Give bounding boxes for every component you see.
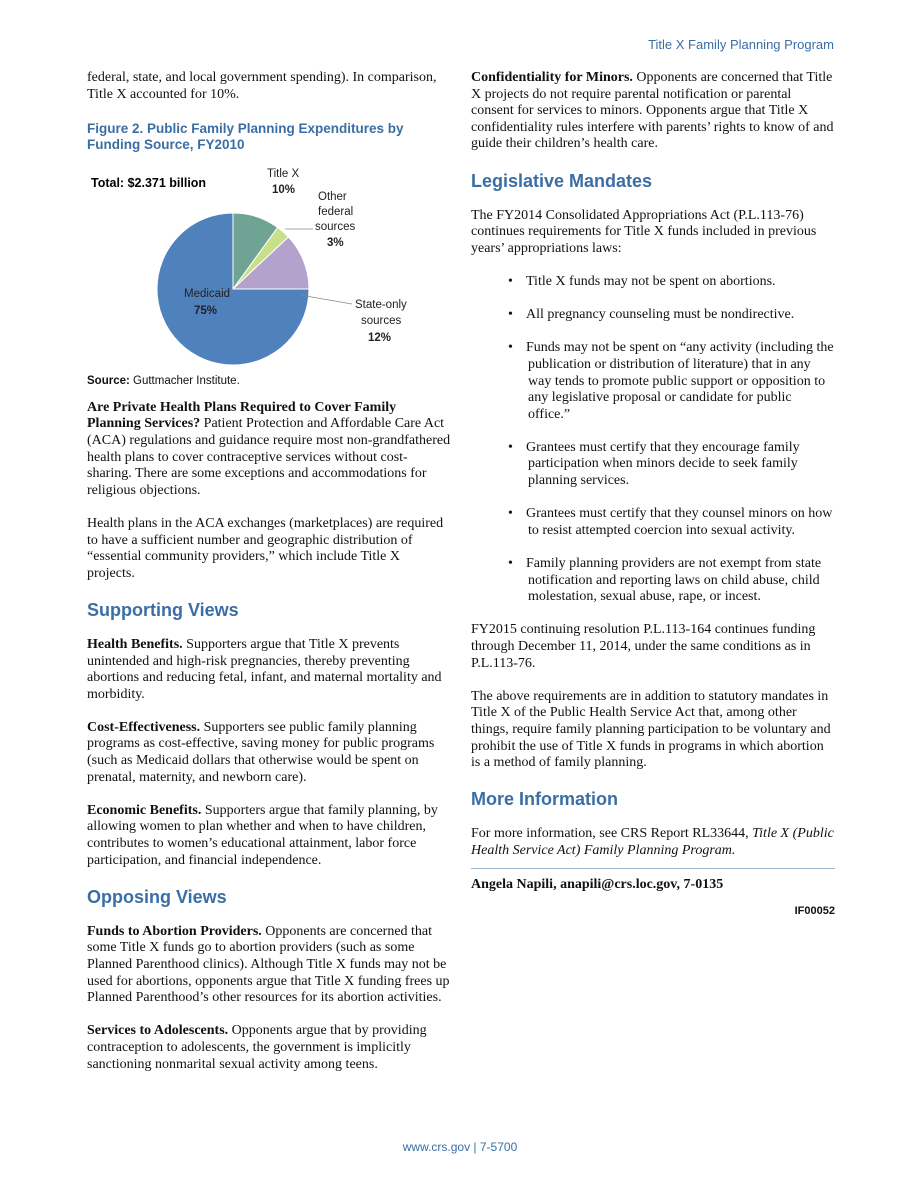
- statutory-paragraph: The above requirements are in addition to statutory mandates in Title X of the Public Health Service Act that, among other things, require family planning participation to be voluntary and prohibit the use of Title X funds in programs in which abortion is a method of family planning.: [471, 688, 831, 771]
- supporting-views-heading: Supporting Views: [87, 599, 239, 620]
- more-information-paragraph: [471, 826, 835, 859]
- slice-label-name: Other: [318, 191, 347, 204]
- source-label: Source:: [87, 375, 130, 388]
- private-plans-answer: Patient Protection and Affordable Care Act (ACA) regulations and guidance require most non-grandfathered health plans to cover contraceptive services without cost-sharing. There are some exceptions and accommodations for religious objections.: [87, 416, 451, 498]
- more-information-text: For more information, see CRS Report RL33644,: [471, 826, 753, 842]
- pie-chart-svg: [87, 167, 451, 367]
- slice-label-name: Medicaid: [184, 288, 231, 301]
- private-plans-question: Are Private Health Plans Required to Cover Family Planning Services?: [87, 399, 397, 432]
- cost-effectiveness-label: Cost-Effectiveness.: [87, 719, 201, 735]
- slice-label-name: State-only: [355, 299, 407, 312]
- list-item: • Grantees must certify that they counsel minors on how to resist attempted coercion into sexual activity.: [471, 506, 835, 539]
- adolescents-text: Opponents argue that by providing contraception to adolescents, the government is implicitly sanctioning nonmarital sexual activity among teens.: [87, 1023, 427, 1072]
- more-information-heading: More Information: [471, 789, 618, 810]
- mandate-text: Grantees must certify that they encourage family participation when minors decide to seek family planning services.: [526, 439, 800, 489]
- mandate-text: Grantees must certify that they counsel minors on how to resist attempted coercion into sexual activity.: [526, 506, 833, 538]
- health-benefits-text: Supporters argue that Title X prevents unintended and high-risk pregnancies, thereby preventing abortions and reducing fetal, infant, and maternal mortality and morbidity.: [87, 636, 442, 702]
- right-column: [471, 70, 835, 920]
- list-item: • Family planning providers are not exempt from state notification and reporting laws on child abuse, child molestation, sexual abuse, rape, or incest.: [471, 556, 835, 606]
- chart-total-label: Total: $2.371 billion: [91, 176, 207, 191]
- slice-label-name: Title X: [267, 168, 300, 181]
- adolescents-label: Services to Adolescents.: [87, 1023, 229, 1039]
- author-line: Angela Napili, anapili@crs.loc.gov, 7-0135: [471, 876, 724, 892]
- fy2015-paragraph: FY2015 continuing resolution P.L.113-164 continues funding through December 11, 2014, under the same conditions as in P.L.113-76.: [471, 622, 816, 671]
- list-item: • Funds may not be spent on “any activity (including the publication or distribution of literature) that in any way tends to promote public support or opposition to any legislative proposal or candidate for public office.”: [508, 340, 834, 422]
- abortion-providers-text: Opponents are concerned that some Title X funds go to abortion providers (such as some Planned Parenthood clinics). Although Title X funds may not be used for abortions, opponents argue that Title X funding frees up Planned Parenthood’s other resources for its abortion activities.: [87, 923, 450, 1006]
- slice-label-value: 12%: [368, 332, 392, 345]
- mandate-text: Title X funds may not be spent on abortions.: [526, 273, 776, 289]
- legislative-mandates-heading: Legislative Mandates: [471, 170, 653, 191]
- confidentiality-label: Confidentiality for Minors.: [471, 70, 633, 85]
- economic-benefits-paragraph: [87, 803, 451, 869]
- economic-benefits-text: Supporters argue that family planning, by allowing women to plan whether and when to have children, contributes to women’s educational attainment, labor force participation, and financial independence.: [87, 802, 438, 868]
- slice-label-value: 10%: [272, 184, 296, 197]
- intro-paragraph: federal, state, and local government spending). In comparison, Title X accounted for 10%.: [87, 70, 437, 102]
- mandate-text: Family planning providers are not exempt from state notification and reporting laws on child abuse, child molestation, sexual abuse, rape, or incest.: [526, 556, 822, 605]
- opposing-views-heading: Opposing Views: [87, 886, 227, 907]
- pie-chart: [87, 167, 451, 367]
- list-item: • Grantees must certify that they encourage family participation when minors decide to seek family planning services.: [471, 440, 835, 490]
- cost-effectiveness-paragraph: [87, 720, 451, 786]
- confidentiality-paragraph: [471, 70, 835, 153]
- confidentiality-text: Opponents are concerned that Title X projects do not require parental notification or parental consent for services to minors. Opponents argue that Title X confidentiality rules interfere with parents’ rights to know of and guide their children’s health care.: [471, 70, 834, 152]
- adolescents-paragraph: [87, 1023, 451, 1073]
- running-header: Title X Family Planning Program: [648, 37, 834, 52]
- slice-label-name: federal: [318, 206, 354, 219]
- slice-label-value: 3%: [327, 237, 344, 250]
- abortion-providers-label: Funds to Abortion Providers.: [87, 923, 262, 939]
- source-text: Guttmacher Institute.: [129, 375, 240, 388]
- health-benefits-label: Health Benefits.: [87, 636, 183, 652]
- figure-title: Figure 2. Public Family Planning Expenditures by Funding Source, FY2010: [87, 121, 404, 153]
- divider: [471, 868, 835, 869]
- health-benefits-paragraph: [87, 637, 451, 703]
- page-footer[interactable]: www.crs.gov | 7-5700: [402, 1140, 518, 1154]
- mandate-text: All pregnancy counseling must be nondirective.: [526, 307, 795, 323]
- slice-label-name: sources: [315, 221, 356, 234]
- figure-source: [87, 373, 451, 390]
- economic-benefits-label: Economic Benefits.: [87, 802, 202, 818]
- left-column: [87, 70, 451, 1090]
- mandate-text: Funds may not be spent on “any activity (including the publication or distribution of literature) that in any way tends to promote public support or opposition to any legislative proposal or candidate for public office.”: [526, 340, 834, 422]
- private-plans-paragraph: [87, 400, 451, 500]
- list-item: • Title X funds may not be spent on abortions.: [508, 273, 776, 289]
- list-item: • All pregnancy counseling must be nondirective.: [508, 307, 795, 323]
- exchanges-paragraph: Health plans in the ACA exchanges (marketplaces) are required to have a sufficient number and geographic distribution of “essential community providers,” which include Title X projects.: [87, 515, 444, 581]
- slice-label-value: 75%: [194, 305, 218, 318]
- slice-label-name: sources: [361, 315, 402, 328]
- legislative-intro: The FY2014 Consolidated Appropriations Act (P.L.113-76) continues requirements for Title X funds included in previous years’ appropriations laws:: [471, 207, 817, 256]
- report-title-link[interactable]: Title X (Public Health Service Act) Family Planning Program.: [471, 826, 834, 858]
- mandates-list: [471, 274, 835, 606]
- cost-effectiveness-text: Supporters see public family planning programs as cost-effective, saving money for public programs (such as Medicaid dollars that otherwise would be spent on prenatal, maternity, and newborn care).: [87, 719, 435, 785]
- document-code: IF00052: [794, 905, 835, 918]
- abortion-providers-paragraph: [87, 924, 451, 1007]
